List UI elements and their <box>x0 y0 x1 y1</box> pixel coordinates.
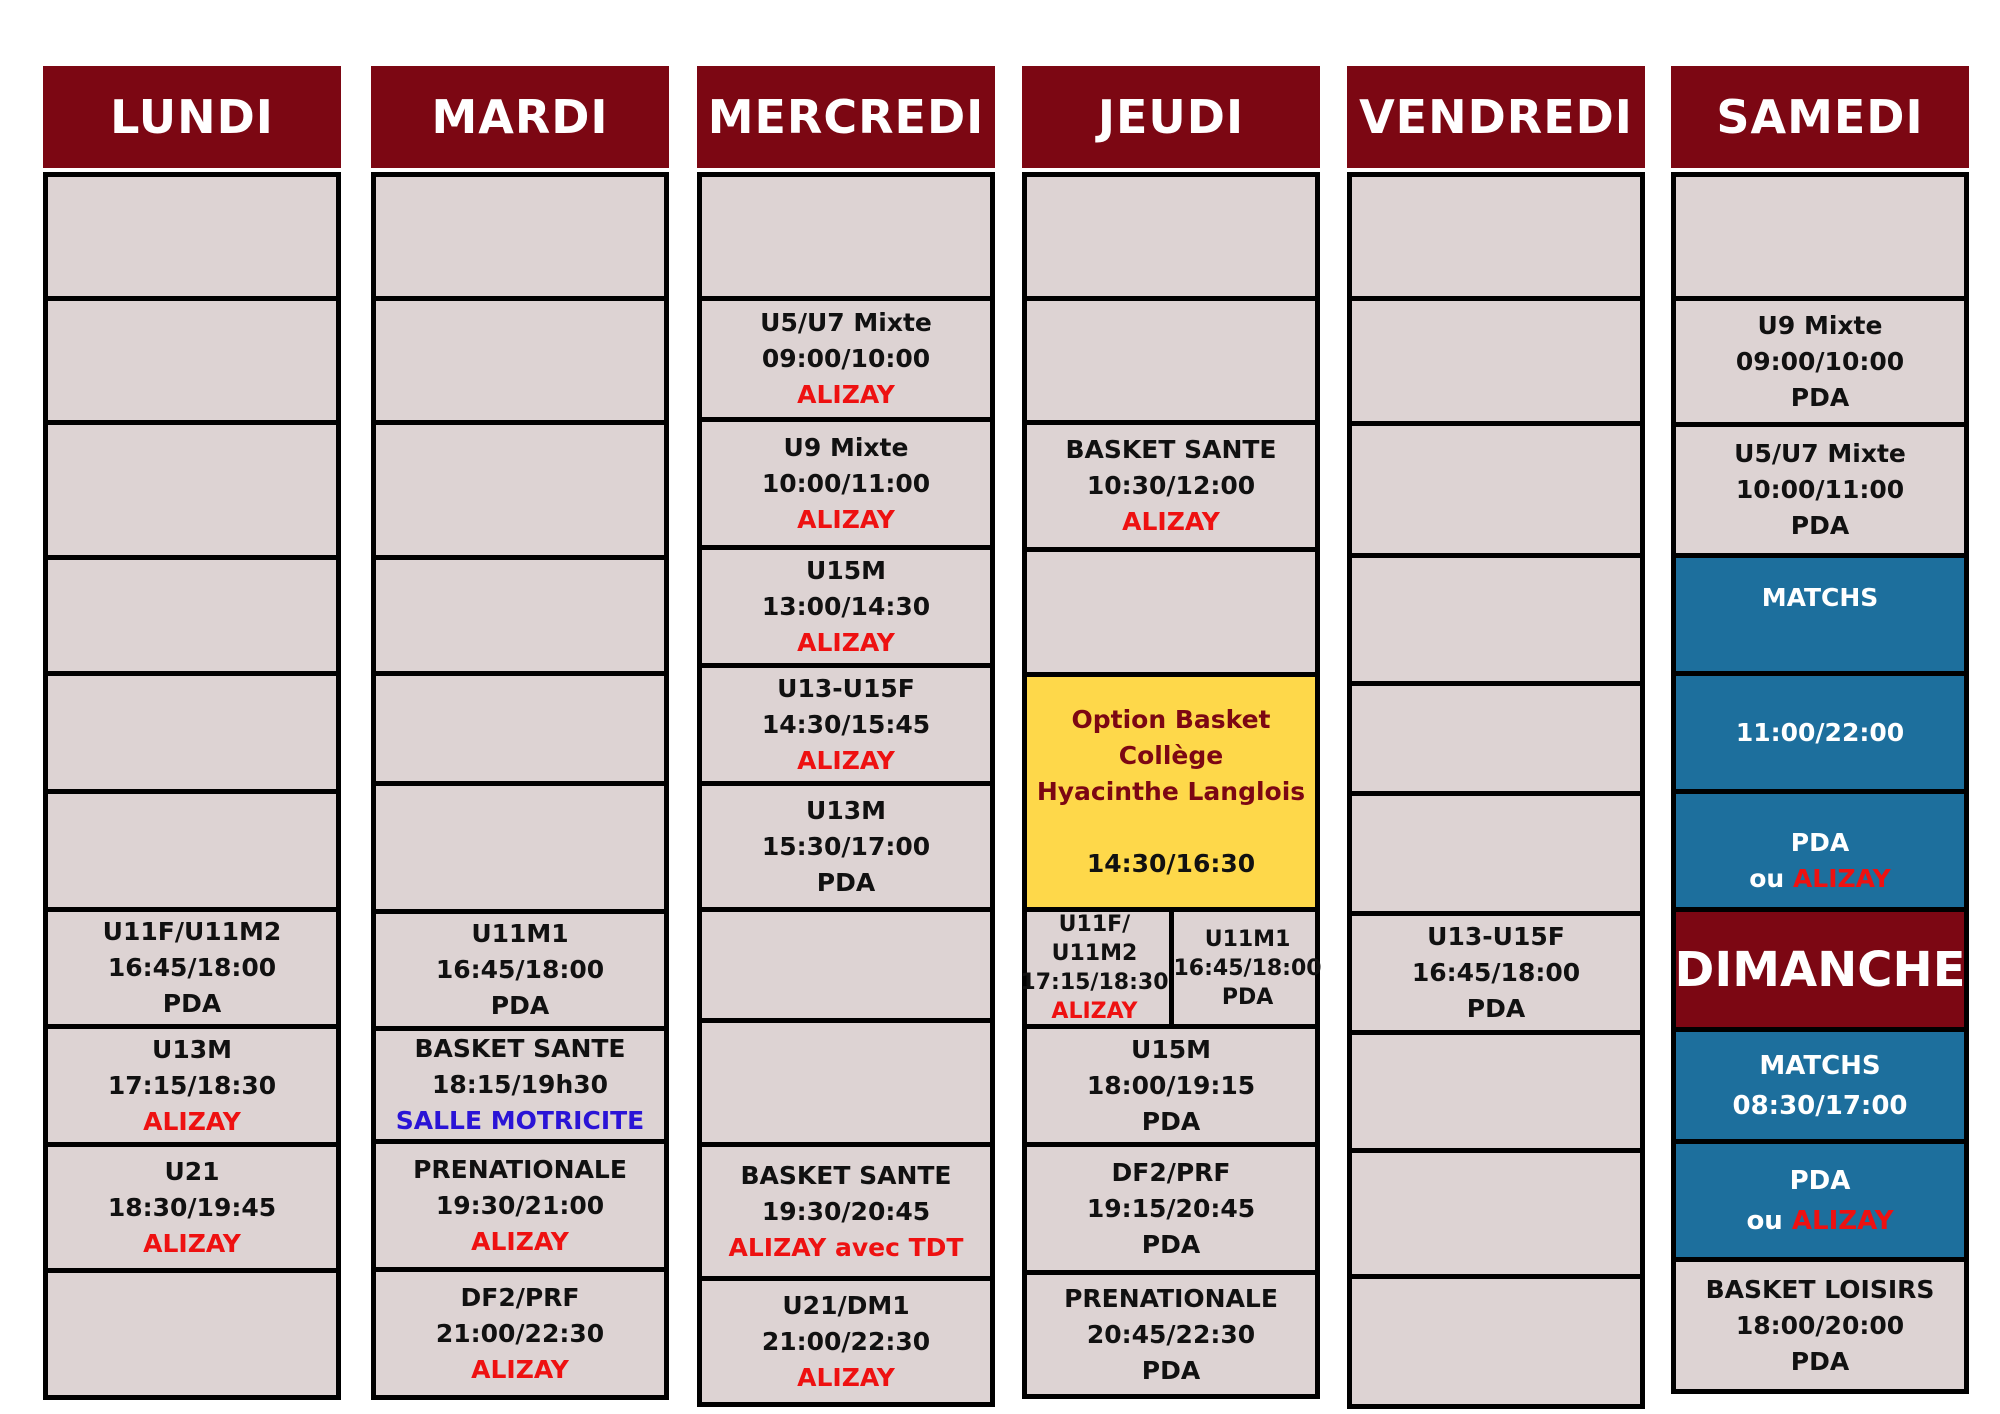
session-u5u7 <box>702 301 990 422</box>
session-place: ALIZAY <box>797 504 895 534</box>
matchs-label-cell <box>1676 558 1964 676</box>
session-time: 13:00/14:30 <box>761 591 931 621</box>
empty-slot <box>1352 796 1640 916</box>
session-name: PRENATIONALE <box>413 1154 627 1184</box>
alizay-text: ALIZAY <box>1791 1205 1894 1236</box>
session-time: 21:00/22:30 <box>761 1326 931 1356</box>
matchs-time: 11:00/22:00 <box>1735 717 1905 747</box>
session-place: PDA <box>1141 1229 1201 1259</box>
empty-slot <box>376 786 664 914</box>
session-u15m <box>1027 1029 1315 1147</box>
session-name: U21/DM1 <box>782 1290 910 1320</box>
session-basket-loisirs <box>1676 1262 1964 1394</box>
session-prenationale <box>1027 1275 1315 1399</box>
session-place: ALIZAY <box>1122 507 1220 536</box>
session-place: PDA <box>1466 994 1526 1023</box>
session-u5u7 <box>1676 427 1964 558</box>
column-samedi <box>1671 66 1969 1394</box>
session-name: BASKET SANTE <box>414 1034 626 1063</box>
session-name: U11M1 <box>1204 926 1291 952</box>
option-line: Collège <box>1118 741 1224 770</box>
session-df2-prf <box>1027 1147 1315 1275</box>
session-time: 19:30/21:00 <box>435 1190 605 1220</box>
session-name: PRENATIONALE <box>1064 1283 1278 1313</box>
session-name: U11M2 <box>1051 941 1138 966</box>
empty-slot <box>702 1023 990 1147</box>
alizay-text: ALIZAY <box>1792 863 1891 893</box>
session-u11m1 <box>376 914 664 1031</box>
session-u21-dm1 <box>702 1281 990 1407</box>
session-time: 18:30/19:45 <box>107 1192 277 1222</box>
option-line: Option Basket <box>1071 705 1271 734</box>
session-name: U5/U7 Mixte <box>760 308 932 337</box>
session-time: 18:00/19:15 <box>1086 1070 1256 1100</box>
session-time: 21:00/22:30 <box>435 1318 605 1348</box>
empty-slot <box>1027 301 1315 425</box>
session-place: PDA <box>1141 1355 1201 1385</box>
session-place: ALIZAY <box>471 1226 569 1256</box>
empty-slot <box>48 676 336 794</box>
session-name: DF2/PRF <box>1111 1157 1231 1187</box>
day-header-mardi: MARDI <box>371 66 669 168</box>
empty-slot <box>376 560 664 676</box>
session-time: 18:15/19h30 <box>431 1070 609 1099</box>
session-u11-split <box>1020 912 1322 1029</box>
empty-slot <box>1027 552 1315 677</box>
session-name: U13-U15F <box>1427 922 1565 951</box>
session-name: U11F/U11M2 <box>102 917 282 946</box>
matchs-place-alt <box>1746 1201 1893 1241</box>
session-u15m <box>702 550 990 668</box>
session-u13-u15f <box>702 668 990 786</box>
session-time: 09:00/10:00 <box>761 344 931 373</box>
session-place: PDA <box>816 867 876 897</box>
day-header-samedi: SAMEDI <box>1671 66 1969 168</box>
session-name: BASKET SANTE <box>740 1160 952 1190</box>
day-header-jeudi: JEUDI <box>1022 66 1320 168</box>
session-basket-sante <box>1027 425 1315 552</box>
session-name: U21 <box>164 1156 220 1186</box>
matchs-label: MATCHS <box>1761 583 1879 612</box>
empty-slot <box>48 177 336 301</box>
session-place: PDA <box>1790 511 1850 540</box>
slots-vendredi <box>1347 172 1645 1409</box>
empty-slot <box>376 425 664 560</box>
day-header-lundi: LUNDI <box>43 66 341 168</box>
matchs-place: PDA <box>1790 827 1850 857</box>
session-place: PDA <box>1221 984 1274 1010</box>
matchs-time: 08:30/17:00 <box>1732 1090 1908 1121</box>
session-time: 16:45/18:00 <box>1173 955 1322 981</box>
empty-slot <box>1352 686 1640 796</box>
session-place: PDA <box>162 989 222 1018</box>
empty-slot <box>1352 1035 1640 1153</box>
session-u13m <box>48 1029 336 1147</box>
slots-lundi <box>43 172 341 1400</box>
empty-slot <box>48 1273 336 1400</box>
session-time: 18:00/20:00 <box>1735 1310 1905 1340</box>
matchs-place: PDA <box>1789 1165 1851 1196</box>
session-time: 14:30/15:45 <box>761 709 931 739</box>
session-name: U13-U15F <box>777 673 915 703</box>
empty-slot <box>1352 301 1640 426</box>
dimanche-label: DIMANCHE <box>1674 941 1966 998</box>
session-place: ALIZAY <box>797 1362 895 1392</box>
session-place: PDA <box>1790 1346 1850 1376</box>
dimanche-place-cell <box>1676 1144 1964 1262</box>
empty-slot <box>48 425 336 560</box>
empty-slot <box>376 676 664 786</box>
session-name: U5/U7 Mixte <box>1734 439 1906 468</box>
slots-samedi <box>1671 172 1969 1394</box>
day-header-dimanche <box>1676 912 1964 1032</box>
session-name: U15M <box>1131 1034 1211 1064</box>
session-u13-u15f <box>1352 916 1640 1035</box>
session-option-basket <box>1027 677 1315 912</box>
session-place: ALIZAY <box>471 1354 569 1384</box>
session-u9 <box>1676 301 1964 427</box>
session-u9 <box>702 422 990 550</box>
session-name: U13M <box>806 795 886 825</box>
session-time: 20:45/22:30 <box>1086 1319 1256 1349</box>
empty-slot <box>1352 1153 1640 1279</box>
session-time: 19:30/20:45 <box>761 1196 931 1226</box>
slots-mardi <box>371 172 669 1400</box>
session-time: 16:45/18:00 <box>435 955 605 984</box>
empty-slot <box>48 794 336 912</box>
ou-text: ou <box>1746 1205 1783 1236</box>
session-place: ALIZAY avec TDT <box>728 1232 964 1262</box>
session-place: ALIZAY <box>797 380 895 409</box>
session-place: PDA <box>1790 382 1850 412</box>
session-time: 16:45/18:00 <box>1411 958 1581 987</box>
session-time: 09:00/10:00 <box>1735 346 1905 376</box>
empty-slot <box>1352 1279 1640 1409</box>
day-header-mercredi: MERCREDI <box>697 66 995 168</box>
empty-slot <box>376 301 664 425</box>
session-place: ALIZAY <box>143 1106 241 1136</box>
empty-slot <box>48 560 336 676</box>
slots-mercredi <box>697 172 995 1407</box>
session-place: SALLE MOTRICITE <box>395 1106 645 1135</box>
empty-slot <box>702 912 990 1023</box>
column-lundi <box>43 66 341 1400</box>
session-time: 10:30/12:00 <box>1086 471 1256 500</box>
column-mercredi <box>697 66 995 1407</box>
session-u11m1 <box>1174 912 1322 1024</box>
slots-jeudi <box>1022 172 1320 1399</box>
empty-slot <box>1027 177 1315 301</box>
session-u11f-u11m2 <box>1020 912 1173 1024</box>
session-u13m <box>702 786 990 912</box>
option-line: Hyacinthe Langlois <box>1036 777 1306 806</box>
session-prenationale <box>376 1144 664 1272</box>
empty-slot <box>1352 558 1640 686</box>
session-name: DF2/PRF <box>460 1282 580 1312</box>
empty-slot <box>1676 177 1964 301</box>
column-mardi <box>371 66 669 1400</box>
session-df2-prf <box>376 1272 664 1400</box>
session-time: 17:15/18:30 <box>107 1070 277 1100</box>
session-time: 16:45/18:00 <box>107 953 277 982</box>
session-name: U13M <box>152 1034 232 1064</box>
dimanche-matchs-cell <box>1676 1032 1964 1144</box>
column-vendredi <box>1347 66 1645 1409</box>
session-name: U9 Mixte <box>1757 310 1883 340</box>
session-basket-sante <box>376 1031 664 1144</box>
column-jeudi <box>1022 66 1320 1399</box>
session-name: BASKET LOISIRS <box>1705 1274 1935 1304</box>
empty-slot <box>1352 426 1640 558</box>
session-place: ALIZAY <box>797 627 895 657</box>
matchs-label: MATCHS <box>1759 1050 1881 1081</box>
session-place: ALIZAY <box>797 745 895 775</box>
session-u11 <box>48 912 336 1029</box>
empty-slot <box>376 177 664 301</box>
session-basket-sante <box>702 1147 990 1281</box>
empty-slot <box>48 301 336 425</box>
empty-slot <box>702 177 990 301</box>
matchs-place-cell <box>1676 794 1964 912</box>
matchs-time-cell <box>1676 676 1964 794</box>
session-time: 15:30/17:00 <box>761 831 931 861</box>
ou-text: ou <box>1749 863 1785 893</box>
session-name: U9 Mixte <box>783 432 909 462</box>
session-place: ALIZAY <box>143 1228 241 1258</box>
session-name: U15M <box>806 555 886 585</box>
session-time: 19:15/20:45 <box>1086 1193 1256 1223</box>
session-place: PDA <box>490 991 550 1020</box>
matchs-place-alt <box>1749 861 1890 897</box>
session-time: 10:00/11:00 <box>1735 475 1905 504</box>
day-header-vendredi: VENDREDI <box>1347 66 1645 168</box>
session-u21 <box>48 1147 336 1273</box>
empty-slot <box>1352 177 1640 301</box>
session-name: U11M1 <box>471 919 569 948</box>
session-place: ALIZAY <box>1051 999 1138 1024</box>
session-time: 10:00/11:00 <box>761 468 931 498</box>
session-name: U11F/ <box>1058 912 1131 937</box>
session-time: 14:30/16:30 <box>1086 849 1256 878</box>
session-time: 17:15/18:30 <box>1020 970 1169 995</box>
session-place: PDA <box>1141 1106 1201 1136</box>
session-name: BASKET SANTE <box>1065 435 1277 464</box>
